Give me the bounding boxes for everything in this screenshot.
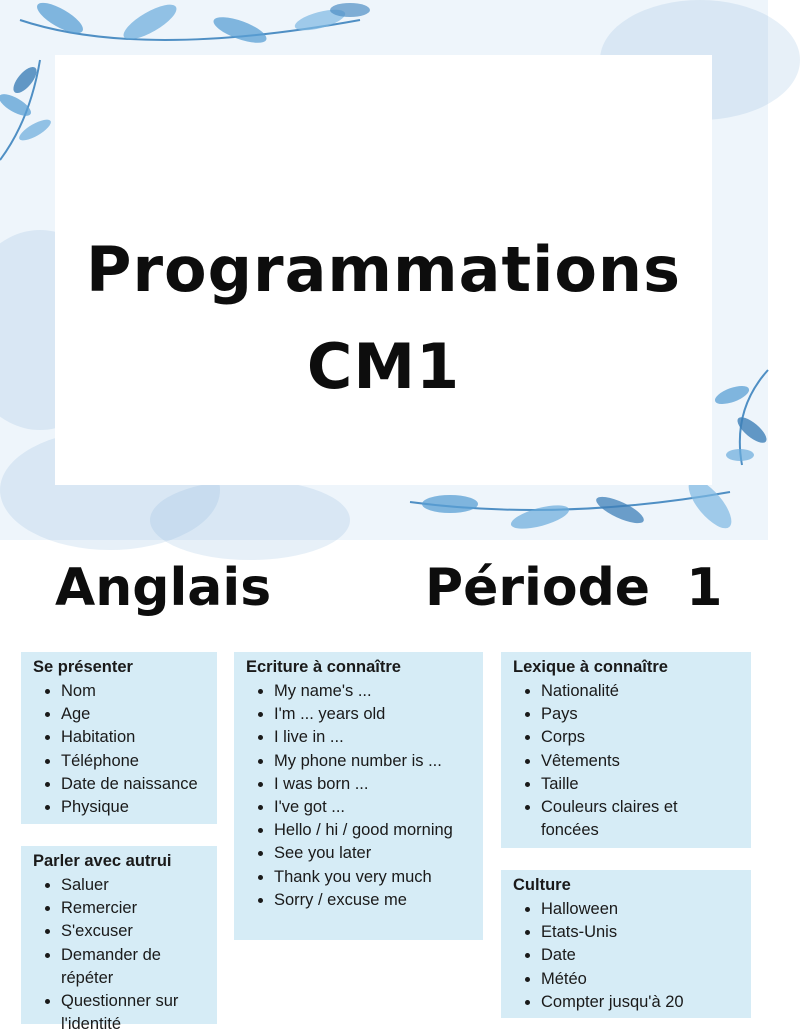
list-item: • Vêtements bbox=[541, 750, 739, 773]
list-item: • Téléphone bbox=[61, 750, 205, 773]
list-item: • Thank you very much bbox=[274, 866, 471, 889]
list-item: • Physique bbox=[61, 796, 205, 819]
list-item: • Corps bbox=[541, 726, 739, 749]
list-item: • My phone number is ... bbox=[274, 750, 471, 773]
leaf-branch-right-icon bbox=[712, 360, 768, 470]
list-item: • Questionner sur l'identité bbox=[61, 990, 205, 1036]
list-item: • Date bbox=[541, 944, 739, 967]
list-item: • Compter jusqu'à 20 bbox=[541, 991, 739, 1014]
box-ecriture bbox=[234, 652, 483, 940]
title-line-1: Programmations bbox=[86, 233, 681, 306]
box-title: Se présenter bbox=[33, 658, 133, 676]
list-item: • Nom bbox=[61, 680, 205, 703]
box-title: Culture bbox=[513, 876, 571, 894]
list-item: • Météo bbox=[541, 968, 739, 991]
box-title: Ecriture à connaître bbox=[246, 658, 401, 676]
box-culture bbox=[501, 870, 751, 1018]
title-line-2: CM1 bbox=[306, 330, 461, 403]
list-item: • Halloween bbox=[541, 898, 739, 921]
list-item: • I'm ... years old bbox=[274, 703, 471, 726]
box-list bbox=[33, 874, 205, 1036]
list-item: • Hello / hi / good morning bbox=[274, 819, 471, 842]
list-item: • I was born ... bbox=[274, 773, 471, 796]
list-item: • S'excuser bbox=[61, 920, 205, 943]
leaf-branch-top-icon bbox=[20, 0, 380, 60]
list-item: • Nationalité bbox=[541, 680, 739, 703]
list-item: • Age bbox=[61, 703, 205, 726]
list-item: • My name's ... bbox=[274, 680, 471, 703]
list-item: • Saluer bbox=[61, 874, 205, 897]
list-item: • Remercier bbox=[61, 897, 205, 920]
list-item: • Pays bbox=[541, 703, 739, 726]
list-item: • Etats-Unis bbox=[541, 921, 739, 944]
title-card bbox=[55, 55, 712, 485]
box-list bbox=[246, 680, 471, 912]
box-title: Parler avec autrui bbox=[33, 852, 172, 870]
list-item: • I live in ... bbox=[274, 726, 471, 749]
box-list bbox=[33, 680, 205, 819]
period-heading: Période 1 bbox=[425, 558, 723, 618]
box-parler-avec-autrui bbox=[21, 846, 217, 1034]
watercolor-blob bbox=[150, 480, 350, 560]
list-item: • I've got ... bbox=[274, 796, 471, 819]
box-list bbox=[513, 680, 739, 842]
list-item: • Date de naissance bbox=[61, 773, 205, 796]
list-item: • Demander de répéter bbox=[61, 944, 205, 990]
subject-heading: Anglais bbox=[55, 558, 272, 618]
box-lexique bbox=[501, 652, 751, 848]
list-item: • Couleurs claires et foncées bbox=[541, 796, 739, 842]
box-se-presenter bbox=[21, 652, 217, 824]
box-list bbox=[513, 898, 739, 1014]
leaf-branch-left-icon bbox=[0, 60, 60, 170]
list-item: • Habitation bbox=[61, 726, 205, 749]
leaf-branch-bottom-icon bbox=[410, 482, 768, 540]
box-title: Lexique à connaître bbox=[513, 658, 668, 676]
list-item: • See you later bbox=[274, 842, 471, 865]
list-item: • Sorry / excuse me bbox=[274, 889, 471, 912]
list-item: • Taille bbox=[541, 773, 739, 796]
